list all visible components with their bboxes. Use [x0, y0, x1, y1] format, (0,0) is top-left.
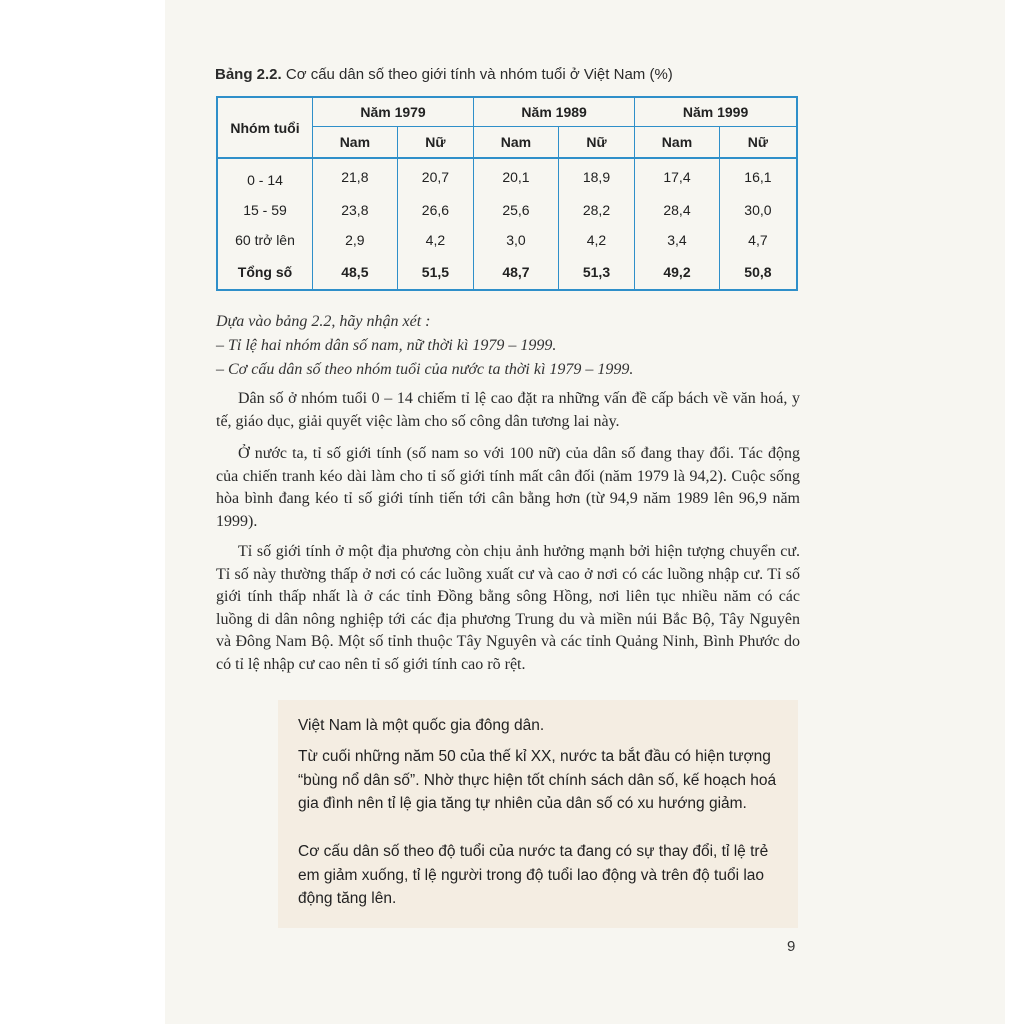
exercise-item: – Cơ cấu dân số theo nhóm tuổi của nước ta thời kì 1979 – 1999. [216, 361, 634, 378]
exercise-item: – Tỉ lệ hai nhóm dân số nam, nữ thời kì 1979 – 1999. [216, 337, 557, 354]
table-cell: 49,2 [635, 255, 720, 290]
table-cell: 4,2 [558, 225, 634, 255]
col-header-age-group: Nhóm tuổi [217, 97, 313, 158]
paragraph: Tỉ số giới tính ở một địa phương còn chịu ảnh hưởng mạnh bởi hiện tượng chuyển cư. Tỉ số này thường thấp ở nơi có các luồng xuất cư và cao ở nơi có các luồng nhập cư. Tỉ số giới tính thấp nhất là ở các tỉnh Đồng bằng sông Hồng, nơi liên tục nhiều năm có các luồng di dân nông nghiệp tới các địa phương Trung du và miền núi Bắc Bộ, Tây Nguyên và Đông Nam Bộ. Một số tỉnh thuộc Tây Nguyên và các tỉnh Quảng Ninh, Bình Phước do có tỉ lệ nhập cư cao nên tỉ số giới tính cao rõ rệt. [216, 543, 800, 673]
paragraph: Dân số ở nhóm tuổi 0 – 14 chiếm tỉ lệ cao đặt ra những vấn đề cấp bách về văn hoá, y tế, giáo dục, giải quyết việc làm cho số công dân tương lai này. [216, 390, 800, 430]
table-row [217, 195, 797, 225]
table-cell: 28,2 [558, 195, 634, 225]
table-cell: 4,7 [719, 225, 797, 255]
summary-paragraph: Từ cuối những năm 50 của thế kỉ XX, nước ta bắt đầu có hiện tượng “bùng nổ dân số”. Nhờ thực hiện tốt chính sách dân số, kế hoạch hoá gia đình nên tỉ lệ gia tăng tự nhiên của dân số có xu hướng giảm. [298, 748, 777, 812]
table-cell: 16,1 [719, 158, 797, 195]
caption-text: Cơ cấu dân số theo giới tính và nhóm tuổi ở Việt Nam (%) [285, 66, 673, 83]
table-cell: 20,7 [397, 158, 473, 195]
table-cell: 2,9 [313, 225, 398, 255]
page-number: 9 [787, 938, 796, 955]
table-cell: 26,6 [397, 195, 473, 225]
row-label: Tổng số [237, 264, 293, 280]
table-row-total [217, 255, 797, 290]
row-label: 0 - 14 [247, 172, 283, 188]
table-cell: 50,8 [719, 255, 797, 290]
table-cell: 51,3 [558, 255, 634, 290]
table-cell: 4,2 [397, 225, 473, 255]
col-header-female: Nữ [397, 127, 473, 159]
table-cell: 23,8 [313, 195, 398, 225]
row-label: 15 - 59 [243, 202, 287, 218]
table-cell: 51,5 [397, 255, 473, 290]
table-cell: 18,9 [558, 158, 634, 195]
col-header-female: Nữ [719, 127, 797, 159]
table-cell: 48,5 [313, 255, 398, 290]
col-header-male: Nam [474, 127, 559, 159]
row-label: 60 trở lên [235, 232, 295, 248]
table-cell: 3,0 [474, 225, 559, 255]
table-cell: 17,4 [635, 158, 720, 195]
table-cell: 25,6 [474, 195, 559, 225]
table-cell: 3,4 [635, 225, 720, 255]
table-row [217, 158, 797, 195]
col-header-year-1979: Năm 1979 [313, 97, 474, 127]
table-caption [215, 66, 673, 83]
population-table [216, 96, 798, 291]
table-cell: 21,8 [313, 158, 398, 195]
table-cell: 30,0 [719, 195, 797, 225]
table-row [217, 225, 797, 255]
caption-label: Bảng 2.2. [215, 66, 282, 83]
col-header-year-1999: Năm 1999 [635, 97, 797, 127]
exercise-prompt: Dựa vào bảng 2.2, hãy nhận xét : [216, 313, 431, 330]
col-header-female: Nữ [558, 127, 634, 159]
col-header-year-1989: Năm 1989 [474, 97, 635, 127]
col-header-male: Nam [313, 127, 398, 159]
table-cell: 48,7 [474, 255, 559, 290]
summary-line: Việt Nam là một quốc gia đông dân. [298, 717, 545, 734]
table-cell: 20,1 [474, 158, 559, 195]
summary-paragraph: Cơ cấu dân số theo độ tuổi của nước ta đang có sự thay đổi, tỉ lệ trẻ em giảm xuống, tỉ lệ người trong độ tuổi lao động và trên độ tuổi lao động tăng lên. [298, 843, 769, 907]
col-header-male: Nam [635, 127, 720, 159]
paragraph: Ở nước ta, tỉ số giới tính (số nam so với 100 nữ) của dân số đang thay đổi. Tác động của chiến tranh kéo dài làm cho tỉ số giới tính mất cân đối (năm 1979 là 94,2). Cuộc sống hòa bình đang kéo tỉ số giới tính tiến tới cân bằng hơn (từ 94,9 năm 1989 lên 96,9 năm 1999). [216, 445, 800, 530]
table-cell: 28,4 [635, 195, 720, 225]
